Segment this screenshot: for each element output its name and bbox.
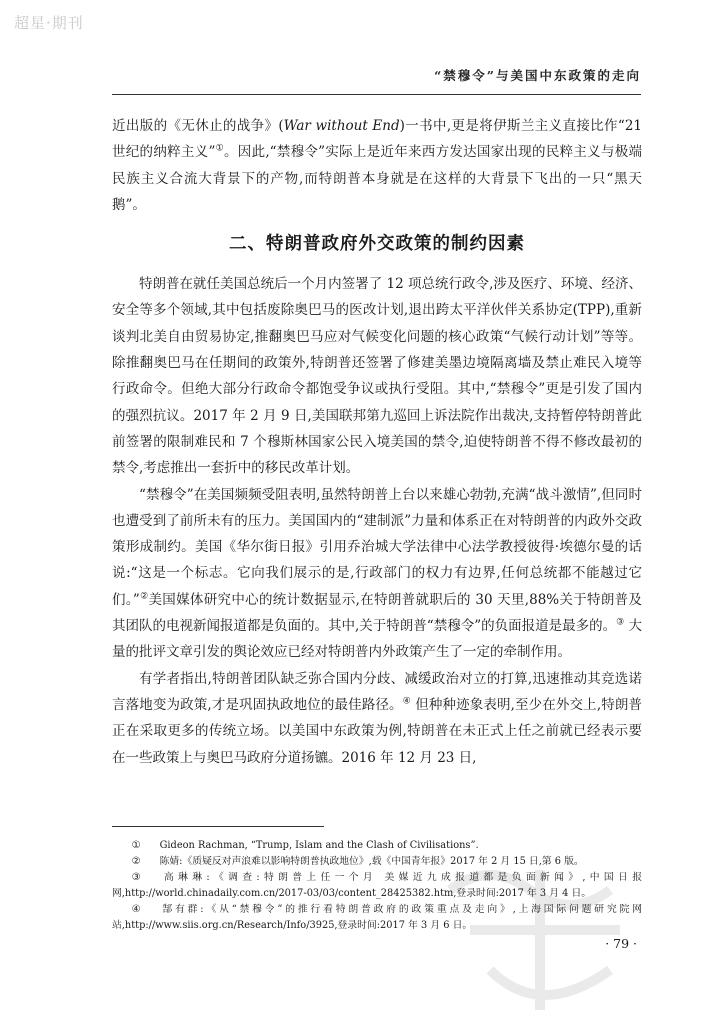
footnote-ref[interactable]: ④: [402, 696, 411, 707]
footnote-rule: [112, 826, 324, 827]
paragraph-3: [112, 666, 642, 771]
text-run: 但种种迹象表明,至少在外交上,特朗普正在采取更多的传统立场。以美国中东政策为例,特朗普在未正式上任之前就已经表示要在一些政策上与奥巴马政府分道扬镳。2016 年 12 月 23 日,: [112, 696, 642, 766]
intro-paragraph: [112, 113, 642, 218]
text-run: 有学者指出,特朗普团队缺乏弥合国内分歧、减缓政治对立的打算,迅速推动其竞选诺言落地变为政策,才是巩固执政地位的最佳路径。: [112, 670, 642, 713]
text-run: )一书中,更是将伊斯兰主义直接比作“21 世纪的纳粹主义”: [112, 118, 642, 161]
text-run: 大量的批评文章引发的舆论效应已经对特朗普内外政策产生了一定的牵制作用。: [112, 618, 642, 661]
footnote-item: [112, 854, 642, 870]
publisher-brand: 超星·期刊: [14, 14, 84, 32]
paragraph-2: [112, 482, 642, 666]
text-run: 。因此,“禁穆令”实际上是近年来西方发达国家出现的民粹主义与极端民族主义合流大背景下的产物,而特朗普本身就是在这样的大背景下飞出的一只“黑天鹅”。: [112, 144, 643, 213]
running-head: “禁穆令”与美国中东政策的走向: [434, 68, 641, 83]
footnote-text: 陈婧:《质疑反对声浪难以影响特朗普执政地位》,载《中国青年报》2017 年 2 月 15 日,第 6 版。: [159, 856, 584, 867]
footnotes: [112, 838, 642, 934]
text-run: 美国媒体研究中心的统计数据显示,在特朗普就职后的 30 天里,88%关于特朗普及其团队的电视新闻报道都是负面的。其中,关于特朗普“禁穆令”的负面报道是最多的。: [112, 591, 642, 635]
paragraph-1: 特朗普在就任美国总统后一个月内签署了 12 项总统行政令,涉及医疗、环境、经济、安全等多个领域,其中包括废除奥巴马的医改计划,退出跨太平洋伙伴关系协定(TPP),重新谈判北美自由贸易协定,推翻奥巴马应对气候变化问题的核心政策“气候行动计划”等等。除推翻奥巴马在任期间的政策外,特朗普还签署了修建美墨边境隔离墙及禁止难民入境等行政命令。但绝大部分行政命令都饱受争议或执行受阻。其中,“禁穆令”更是引发了国内的强烈抗议。2017 年 2 月 9 日,美国联邦第九巡回上诉法院作出裁决,支持暂停特朗普此前签署的限制难民和 7 个穆斯林国家公民入境美国的禁令,迫使特朗普不得不修改最初的禁令,考虑推出一套折中的移民改革计划。: [112, 276, 642, 477]
text-run: 近出版的《无休止的战争》(: [112, 118, 284, 134]
footnote-ref[interactable]: ②: [139, 591, 149, 602]
footnote-text: 高琳琳:《调查:特朗普上任一个月 美媒近九成报道都是负面新闻》,中国日报网,http://world.chinadaily.com.cn/2017-03/03/content_28425382.htm,登录时间:2017 年 3 月 4 日。: [112, 872, 642, 899]
footnote-mark: ③: [131, 872, 141, 883]
footnote-mark: ②: [131, 856, 141, 867]
footnote-mark: ①: [131, 840, 141, 851]
text-run: “禁穆令”在美国频频受阻表明,虽然特朗普上台以来雄心勃勃,充满“战斗激情”,但同时也遭受到了前所未有的压力。美国国内的“建制派”力量和体系正在对特朗普的内政外交政策形成制约。美国《华尔街日报》引用乔治城大学法律中心法学教授彼得·埃德尔曼的话说:“这是一个标志。它向我们展示的是,行政部门的权力有边界,任何总统都不能越过它们。”: [112, 486, 642, 608]
article-body: [112, 113, 642, 771]
book-title: War without End: [283, 118, 400, 134]
footnote-item: [112, 870, 642, 902]
page-number: · 79 ·: [605, 936, 637, 951]
section-title: 二、特朗普政府外交政策的制约因素: [229, 234, 525, 255]
footnote-text: Gideon Rachman, “Trump, Islam and the Clash of Civilisations”.: [159, 840, 479, 851]
footnote-item: [112, 838, 642, 854]
header-rule: [112, 94, 641, 95]
footnote-item: [112, 902, 642, 934]
footnote-mark: ④: [131, 904, 141, 915]
footnote-ref[interactable]: ①: [215, 143, 225, 154]
footnote-text: 郜有群:《从“禁穆令”的推行看特朗普政府的政策重点及走向》,上海国际问题研究院网站,http://www.siis.org.cn/Research/Info/3925,登录时间:2017 年 3 月 6 日。: [112, 904, 642, 931]
footnote-ref[interactable]: ③: [616, 617, 625, 628]
